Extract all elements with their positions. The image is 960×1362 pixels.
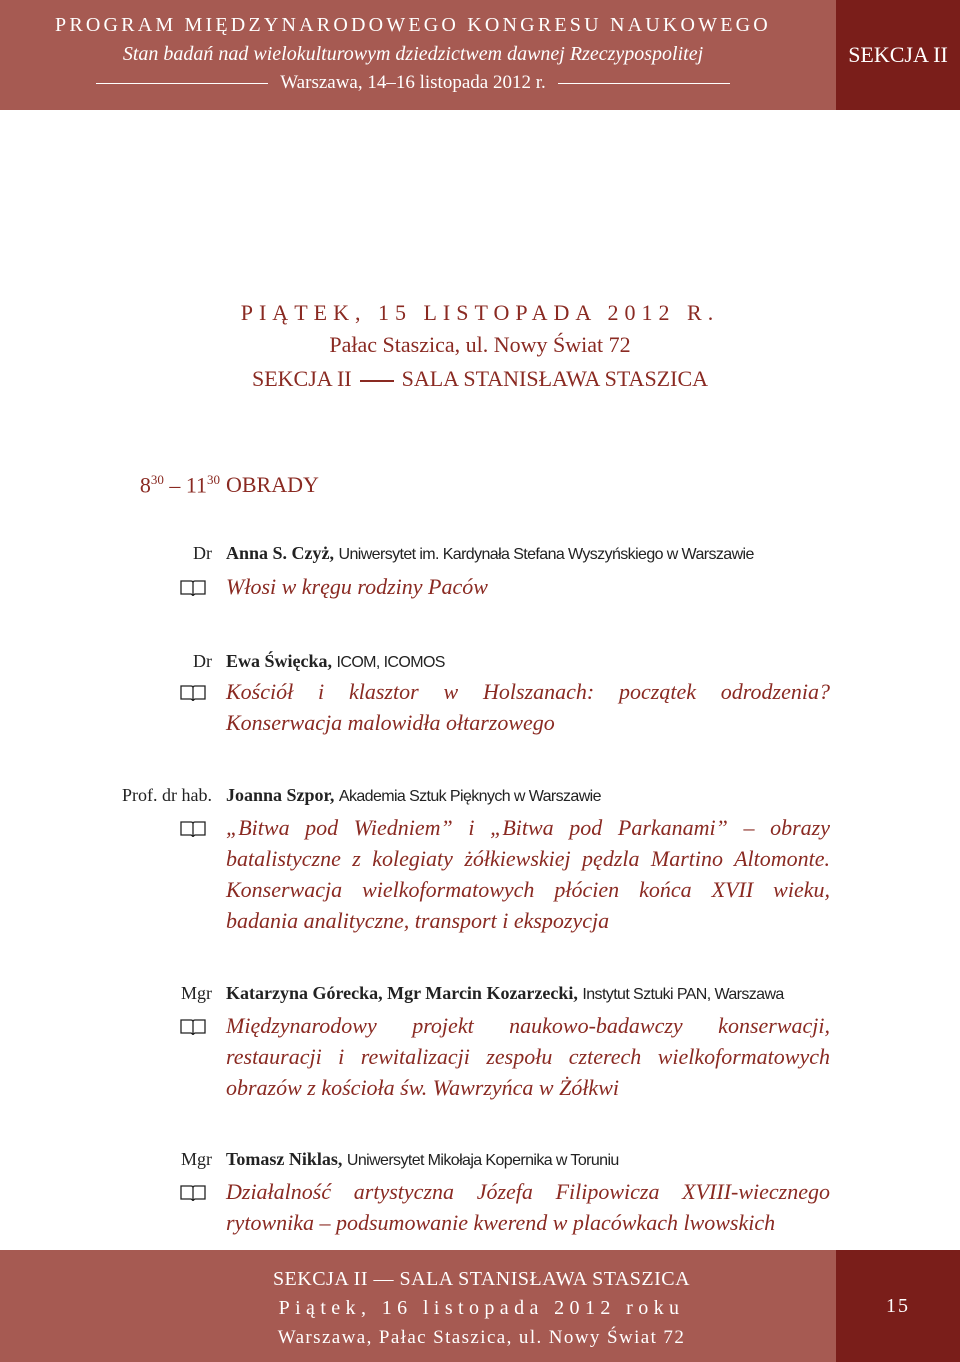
speaker-name: Ewa Święcka, <box>226 651 333 671</box>
speaker-title: Dr <box>193 651 212 671</box>
speaker-affiliation: Akademia Sztuk Pięknych w Warszawie <box>338 788 601 805</box>
rule-left <box>96 83 268 84</box>
paper-title: Międzynarodowy projekt naukowo-badawczy konserwacji, restauracji i rewitalizacji zespołu czterech wielkoformatowych obrazów z kościoła św. Wawrzyńca w Żółkwi <box>226 1013 830 1100</box>
open-book-icon <box>180 684 206 702</box>
speaker-name: Anna S. Czyż, <box>226 543 335 563</box>
time-end-hour: 11 <box>185 472 207 498</box>
footer-date: Piątek, 16 listopada 2012 roku <box>278 1297 685 1319</box>
speaker-line <box>226 1149 619 1170</box>
paper-title: „Bitwa pod Wiedniem” i „Bitwa pod Parkanami” – obrazy batalistyczne z kolegiaty żółkiewskiej pędzla Martino Altomonte. Konserwacja wielkoformatowych płócien końca XVII wieku, badania analityczne, transport i ekspozycja <box>226 815 830 933</box>
day-section-name: SEKCJA II <box>251 366 352 391</box>
time-start-hour: 8 <box>139 472 151 498</box>
speaker-line <box>226 983 784 1004</box>
speaker-line <box>226 785 601 806</box>
speaker-line <box>226 543 754 564</box>
open-book-icon <box>180 1184 206 1202</box>
section-tab: SEKCJA II <box>836 0 960 110</box>
session-time <box>140 472 220 498</box>
page-number: 15 <box>836 1250 960 1362</box>
paper-title: Działalność artystyczna Józefa Filipowicza XVIII-wiecznego rytownika – podsumowanie kwerend w placówkach lwowskich <box>226 1179 830 1235</box>
speaker-title: Mgr <box>181 1149 212 1169</box>
page-footer <box>0 1250 960 1362</box>
congress-dates <box>0 72 826 94</box>
session-label: OBRADY <box>226 472 319 497</box>
footer-section: SEKCJA II — SALA STANISŁAWA STASZICA <box>272 1268 691 1290</box>
speaker-name: Joanna Szpor, <box>226 785 335 805</box>
open-book-icon <box>180 1018 206 1036</box>
speaker-affiliation: ICOM, ICOMOS <box>336 654 445 671</box>
day-section <box>0 366 960 392</box>
paper-title: Kościół i klasztor w Holszanach: początek odrodzenia? Konserwacja malowidła ołtarzowego <box>226 679 830 735</box>
time-start-minutes: 30 <box>150 472 164 487</box>
congress-subtitle: Stan badań nad wielokulturowym dziedzictwem dawnej Rzeczypospolitej <box>122 43 704 65</box>
rule-right <box>558 83 730 84</box>
speaker-affiliation: Uniwersytet Mikołaja Kopernika w Toruniu <box>346 1152 619 1169</box>
time-separator: – <box>163 472 181 498</box>
paper-title: Włosi w kręgu rodziny Paców <box>226 574 488 599</box>
speaker-title: Dr <box>193 543 212 563</box>
time-end-minutes: 30 <box>207 472 220 487</box>
section-dash <box>360 380 394 382</box>
congress-dates-text: Warszawa, 14–16 listopada 2012 r. <box>280 72 546 93</box>
speaker-affiliation: Uniwersytet im. Kardynała Stefana Wyszyńskiego w Warszawie <box>338 546 754 563</box>
speaker-title: Prof. dr hab. <box>122 785 212 805</box>
day-section-room: SALA STANISŁAWA STASZICA <box>401 366 709 391</box>
speaker-name: Tomasz Niklas, <box>226 1149 343 1169</box>
page-header <box>0 0 960 110</box>
day-heading <box>0 300 960 392</box>
speaker-name: Katarzyna Górecka, Mgr Marcin Kozarzecki, <box>226 983 578 1003</box>
speaker-affiliation: Instytut Sztuki PAN, Warszawa <box>582 986 784 1003</box>
open-book-icon <box>180 820 206 838</box>
congress-title: PROGRAM MIĘDZYNARODOWEGO KONGRESU NAUKOWEGO <box>55 14 771 36</box>
speaker-line <box>226 651 445 672</box>
day-date: PIĄTEK, 15 LISTOPADA 2012 R. <box>240 300 720 325</box>
speaker-title: Mgr <box>181 983 212 1003</box>
day-venue: Pałac Staszica, ul. Nowy Świat 72 <box>329 332 631 357</box>
open-book-icon <box>180 579 206 597</box>
footer-venue: Warszawa, Pałac Staszica, ul. Nowy Świat 72 <box>277 1327 686 1348</box>
